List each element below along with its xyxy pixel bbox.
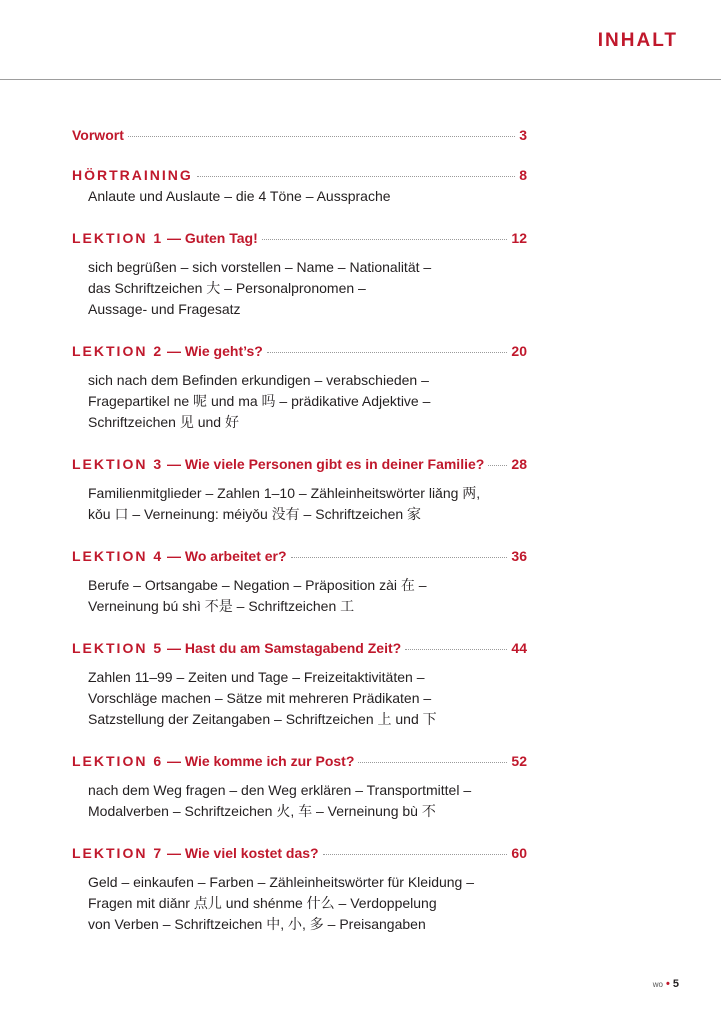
- toc-entry-keyword: LEKTION 7: [72, 845, 164, 861]
- toc-entry-heading[interactable]: [72, 843, 527, 863]
- dot-leader: [197, 176, 515, 177]
- toc-entry[interactable]: [72, 341, 527, 433]
- description-line: Berufe – Ortsangabe – Negation – Präposition zài 在 –: [88, 577, 427, 593]
- toc-entry-keyword: LEKTION 2: [72, 343, 164, 359]
- page-header: [0, 0, 721, 80]
- dot-leader: [405, 649, 507, 650]
- description-line: Modalverben – Schriftzeichen 火, 车 – Verneinung bù 不: [88, 803, 436, 819]
- toc-entry-description: [72, 483, 527, 525]
- toc-entry-heading[interactable]: [72, 638, 527, 658]
- toc-entry[interactable]: [72, 228, 527, 320]
- toc-entry-keyword: LEKTION 4: [72, 548, 164, 564]
- dot-leader: [323, 854, 508, 855]
- toc-entry-title-text: — Hast du am Samstagabend Zeit?: [163, 640, 402, 656]
- footer-dot-icon: •: [666, 978, 670, 990]
- toc-entry-title-text: — Wie viele Personen gibt es in deiner Familie?: [163, 456, 485, 472]
- toc-entry-title-text: — Wie geht’s?: [163, 343, 263, 359]
- description-line: Vorschläge machen – Sätze mit mehreren Prädikaten –: [88, 690, 432, 706]
- toc-entry-keyword: LEKTION 3: [72, 456, 164, 472]
- description-line: Fragepartikel ne 呢 und ma 吗 – prädikative Adjektive –: [88, 393, 431, 409]
- description-line: Anlaute und Auslaute – die 4 Töne – Aussprache: [88, 188, 391, 204]
- toc-entry-title: [72, 125, 124, 145]
- toc-entry-title: [72, 843, 319, 863]
- dot-leader: [128, 136, 515, 137]
- description-line: sich begrüßen – sich vorstellen – Name – Nationalität –: [88, 259, 432, 275]
- description-line: von Verben – Schriftzeichen 中, 小, 多 – Preisangaben: [88, 916, 426, 932]
- toc-page-number: 28: [511, 456, 527, 472]
- toc-entry-heading[interactable]: [72, 165, 527, 185]
- page-footer: [653, 978, 679, 990]
- toc-page-number: 20: [511, 343, 527, 359]
- description-line: Familienmitglieder – Zahlen 1–10 – Zähleinheitswörter liǎng 两,: [88, 485, 481, 501]
- table-of-contents: [72, 125, 527, 935]
- dot-leader: [358, 762, 507, 763]
- toc-entry-title-text: — Wie komme ich zur Post?: [163, 753, 355, 769]
- description-line: kǒu 口 – Verneinung: méiyǒu 没有 – Schriftzeichen 家: [88, 506, 422, 522]
- toc-page-number: 12: [511, 230, 527, 246]
- dot-leader: [291, 557, 508, 558]
- toc-entry-keyword: HÖRTRAINING: [72, 167, 193, 183]
- dot-leader: [262, 239, 508, 240]
- toc-entry-title-text: — Guten Tag!: [163, 230, 258, 246]
- toc-entry-title-text: Vorwort: [72, 127, 124, 143]
- description-line: Satzstellung der Zeitangaben – Schriftzeichen 上 und 下: [88, 711, 437, 727]
- dot-leader: [488, 465, 507, 466]
- page-title: INHALT: [597, 30, 678, 51]
- description-line: Schriftzeichen 见 und 好: [88, 414, 239, 430]
- toc-entry-description: [72, 667, 527, 730]
- toc-page-number: 44: [511, 640, 527, 656]
- toc-page-number: 3: [519, 127, 527, 143]
- toc-entry-description: [72, 575, 527, 617]
- toc-entry-description: [72, 780, 527, 822]
- toc-entry-description: [72, 872, 527, 935]
- toc-entry[interactable]: [72, 638, 527, 730]
- toc-entry-heading[interactable]: [72, 341, 527, 361]
- toc-entry-title: [72, 546, 287, 566]
- description-line: Aussage- und Fragesatz: [88, 301, 241, 317]
- description-line: Geld – einkaufen – Farben – Zähleinheitswörter für Kleidung –: [88, 874, 475, 890]
- toc-entry-keyword: LEKTION 1: [72, 230, 164, 246]
- toc-entry-title: [72, 751, 354, 771]
- toc-entry-description: [72, 370, 527, 433]
- description-line: sich nach dem Befinden erkundigen – verabschieden –: [88, 372, 429, 388]
- toc-entry[interactable]: [72, 751, 527, 822]
- toc-entry-heading[interactable]: [72, 546, 527, 566]
- dot-leader: [267, 352, 508, 353]
- description-line: das Schriftzeichen 大 – Personalpronomen –: [88, 280, 366, 296]
- toc-entry-keyword: LEKTION 5: [72, 640, 164, 656]
- toc-entry-title: [72, 638, 401, 658]
- toc-entry[interactable]: [72, 165, 527, 207]
- description-line: Verneinung bú shì 不是 – Schriftzeichen 工: [88, 598, 355, 614]
- toc-page-number: 52: [511, 753, 527, 769]
- description-line: nach dem Weg fragen – den Weg erklären – Transportmittel –: [88, 782, 472, 798]
- toc-entry-heading[interactable]: [72, 228, 527, 248]
- footer-code: wo: [652, 980, 664, 989]
- toc-entry-heading[interactable]: [72, 454, 527, 474]
- toc-page-number: 36: [511, 548, 527, 564]
- description-line: Fragen mit diǎnr 点儿 und shénme 什么 – Verdoppelung: [88, 895, 437, 911]
- toc-entry[interactable]: [72, 546, 527, 617]
- toc-page-number: 60: [511, 845, 527, 861]
- toc-entry-keyword: LEKTION 6: [72, 753, 164, 769]
- toc-page-number: 8: [519, 167, 527, 183]
- toc-entry-title: [72, 341, 263, 361]
- toc-entry-heading[interactable]: [72, 125, 527, 145]
- toc-entry-title-text: — Wie viel kostet das?: [163, 845, 319, 861]
- toc-entry-description: [72, 257, 527, 320]
- toc-entry[interactable]: [72, 843, 527, 935]
- toc-entry[interactable]: [72, 454, 527, 525]
- toc-entry-heading[interactable]: [72, 751, 527, 771]
- toc-entry-title-text: — Wo arbeitet er?: [163, 548, 287, 564]
- toc-entry-title: [72, 454, 484, 474]
- toc-entry-title: [72, 165, 193, 185]
- toc-entry[interactable]: [72, 125, 527, 145]
- toc-entry-description: [72, 186, 527, 207]
- description-line: Zahlen 11–99 – Zeiten und Tage – Freizeitaktivitäten –: [88, 669, 425, 685]
- toc-entry-title: [72, 228, 258, 248]
- page-number: 5: [672, 978, 679, 990]
